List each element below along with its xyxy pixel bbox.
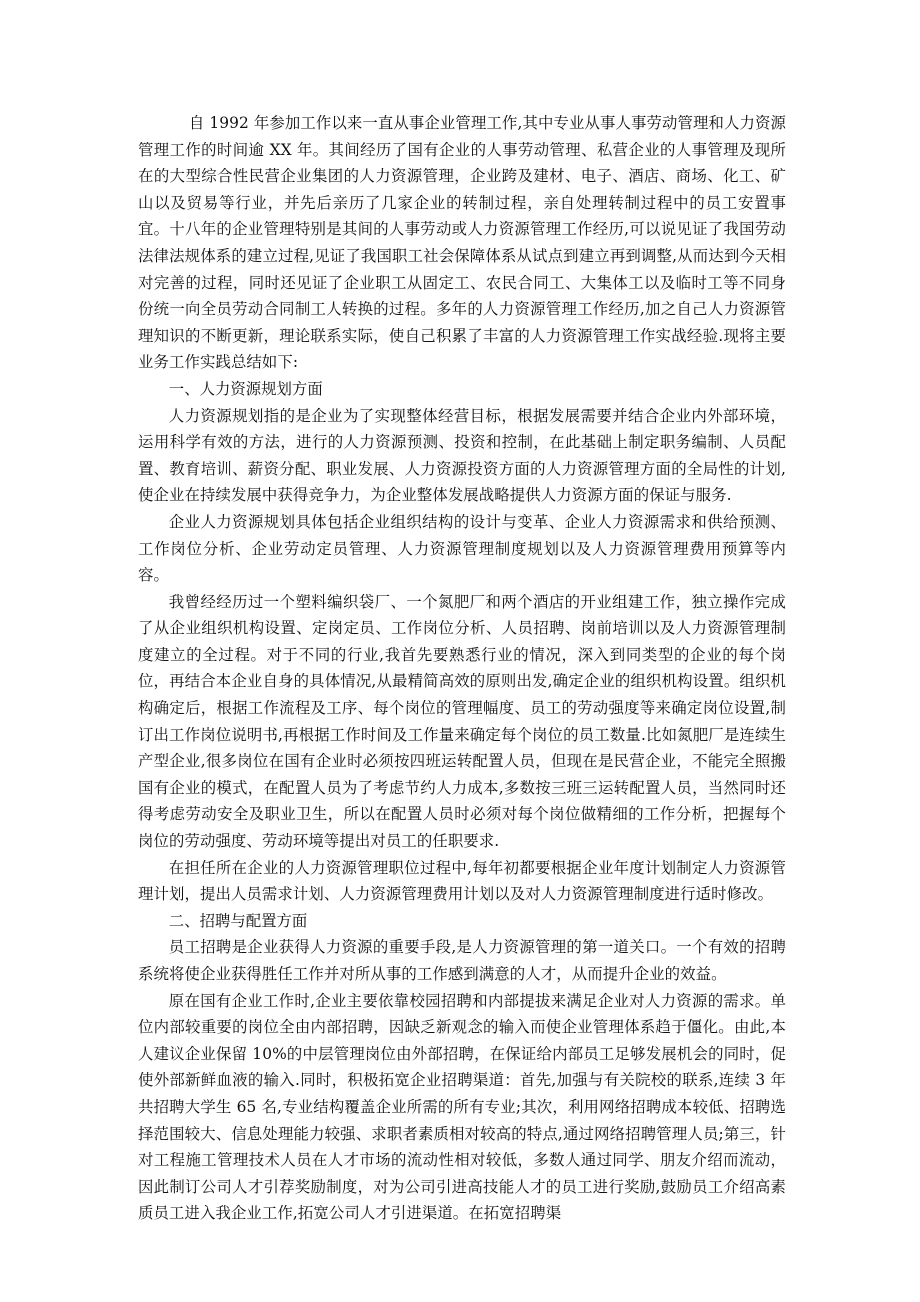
recruitment-paragraph-2: 原在国有企业工作时,企业主要依靠校园招聘和内部提拔来满足企业对人力资源的需求。单位内部较重要的岗位全由内部招聘，因缺乏新观念的输入而使企业管理体系趋于僵化。由此,本人建议企业保留 10%的中层管理岗位由外部招聘，在保证给内部员工足够发展机会的同时，促使外部新鲜血液的输入.同时，积极拓宽企业招聘渠道：首先,加强与有关院校的联系,连续 3 年共招聘大学生 65 名,专业结构覆盖企业所需的所有专业;其次，利用网络招聘成本较低、招聘选择范围较大、信息处理能力较强、求职者素质相对较高的特点,通过网络招聘管理人员;第三，针对工程施工管理技术人员在人才市场的流动性相对较低，多数人通过同学、朋友介绍而流动，因此制订公司人才引荐奖励制度，对为公司引进高技能人才的员工进行奖励,鼓励员工介绍高素质员工进入我企业工作,拓宽公司人才引进渠道。在拓宽招聘渠 bbox=[138, 991, 786, 1223]
planning-paragraph-4: 在担任所在企业的人力资源管理职位过程中,每年初都要根据企业年度计划制定人力资源管理计划，提出人员需求计划、人力资源管理费用计划以及对人力资源管理制度进行适时修改。 bbox=[138, 858, 786, 904]
section-heading-planning: 一、人力资源规划方面 bbox=[168, 379, 323, 398]
planning-paragraph-2: 企业人力资源规划具体包括企业组织结构的设计与变革、企业人力资源需求和供给预测、工作岗位分析、企业劳动定员管理、人力资源管理制度规划以及人力资源管理费用预算等内容。 bbox=[138, 512, 786, 585]
planning-paragraph-1: 人力资源规划指的是企业为了实现整体经营目标，根据发展需要并结合企业内外部环境，运用科学有效的方法，进行的人力资源预测、投资和控制，在此基础上制定职务编制、人员配置、教育培训、薪资分配、职业发展、人力资源投资方面的人力资源管理方面的全局性的计划,使企业在持续发展中获得竞争力，为企业整体发展战略提供人力资源方面的保证与服务. bbox=[138, 406, 786, 505]
document-body bbox=[138, 110, 786, 1227]
planning-paragraph-3: 我曾经经历过一个塑料编织袋厂、一个氮肥厂和两个酒店的开业组建工作，独立操作完成了从企业组织机构设置、定岗定员、工作岗位分析、人员招聘、岗前培训以及人力资源管理制度建立的全过程。对于不同的行业,我首先要熟悉行业的情况，深入到同类型的企业的每个岗位，再结合本企业自身的具体情况,从最精简高效的原则出发,确定企业的组织机构设置。组织机构确定后，根据工作流程及工序、每个岗位的管理幅度、员工的劳动强度等来确定岗位设置,制订出工作岗位说明书,再根据工作时间及工作量来确定每个岗位的员工数量.比如氮肥厂是连续生产型企业,很多岗位在国有企业时必须按四班运转配置人员，但现在是民营企业，不能完全照搬国有企业的模式，在配置人员为了考虑节约人力成本,多数按三班三运转配置人员，当然同时还得考虑劳动安全及职业卫生，所以在配置人员时必须对每个岗位做精细的工作分析，把握每个岗位的劳动强度、劳动环境等提出对员工的任职要求. bbox=[138, 592, 786, 851]
intro-paragraph: 自 1992 年参加工作以来一直从事企业管理工作,其中专业从事人事劳动管理和人力资源管理工作的时间逾 XX 年。其间经历了国有企业的人事劳动管理、私营企业的人事管理及现所在的大型综合性民营企业集团的人力资源管理，企业跨及建材、电子、酒店、商场、化工、矿山以及贸易等行业，并先后亲历了几家企业的转制过程，亲自处理转制过程中的员工安置事宜。十八年的企业管理特别是其间的人事劳动或人力资源管理工作经历,可以说见证了我国劳动法律法规体系的建立过程,见证了我国职工社会保障体系从试点到建立再到调整,从而达到今天相对完善的过程，同时还见证了企业职工从固定工、农民合同工、大集体工以及临时工等不同身份统一向全员劳动合同制工人转换的过程。多年的人力资源管理工作经历,加之自己人力资源管理知识的不断更新，理论联系实际，使自己积累了丰富的人力资源管理工作实战经验.现将主要业务工作实践总结如下: bbox=[138, 114, 786, 372]
recruitment-paragraph-1: 员工招聘是企业获得人力资源的重要手段,是人力资源管理的第一道关口。一个有效的招聘系统将使企业获得胜任工作并对所从事的工作感到满意的人才，从而提升企业的效益。 bbox=[138, 938, 786, 983]
section-heading-recruitment: 二、招聘与配置方面 bbox=[168, 911, 308, 930]
